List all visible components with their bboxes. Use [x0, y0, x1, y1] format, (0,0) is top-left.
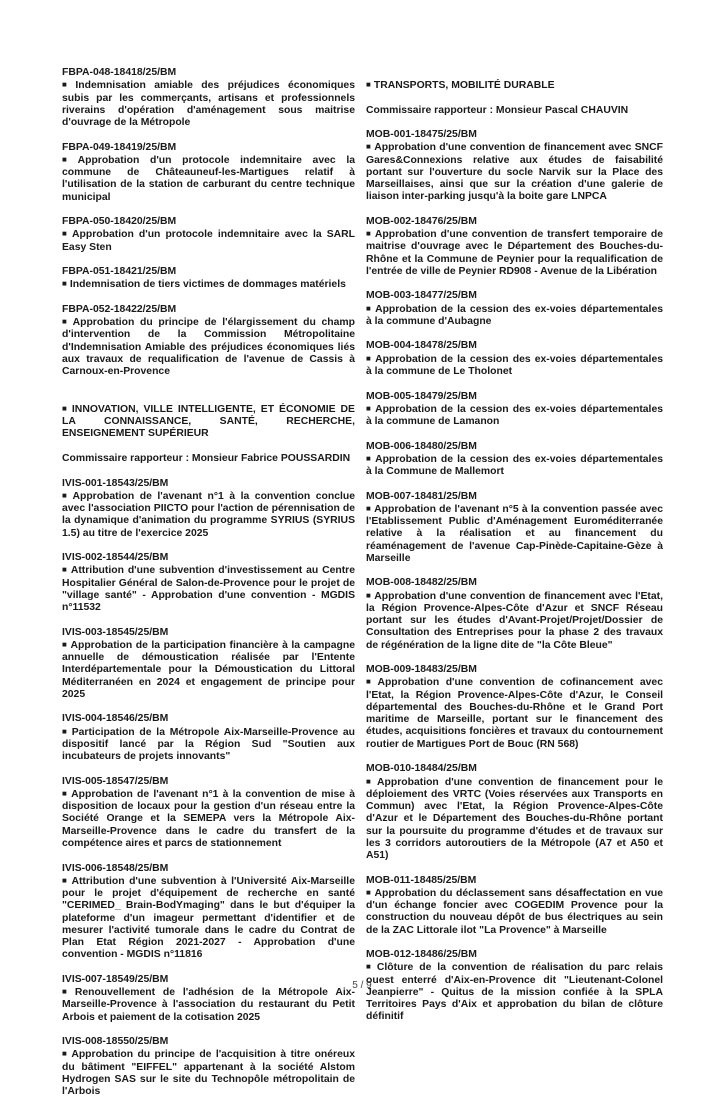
- bullet-icon: ■: [366, 776, 375, 786]
- agenda-item: [62, 713, 355, 763]
- item-text: Approbation d'un protocole indemnitaire avec la commune de Châteauneuf-les-Martigues relatif à l'utilisation de la station de carburant du centre technique municipal: [62, 154, 355, 203]
- agenda-item: [366, 391, 663, 429]
- bullet-icon: ■: [366, 353, 373, 363]
- section-title: TRANSPORTS, MOBILITÉ DURABLE: [373, 80, 555, 91]
- item-text: Approbation de la participation financière à la campagne annuelle de démoustication réalisée par l'Entente Interdépartementale pour la Démoustication du Littoral Méditerranéen en 2024 et engagement de principe pour 2025: [62, 639, 355, 700]
- left-column: [62, 67, 355, 1111]
- agenda-item: [62, 552, 355, 614]
- item-description: [366, 887, 663, 937]
- item-code: FBPA-049-18419/25/BM: [62, 141, 177, 153]
- section-heading-transports: [366, 79, 663, 92]
- agenda-item: [62, 478, 355, 540]
- item-description: [62, 986, 355, 1024]
- bullet-icon: ■: [62, 490, 70, 500]
- item-description: [62, 490, 355, 540]
- bullet-icon: ■: [62, 875, 69, 885]
- item-text: Indemnisation amiable des préjudices économiques subis par les commerçants, artisans et professionnels riverains d'opération d'aménagement sous maitrise d'ouvrage de la Métropole: [62, 80, 355, 128]
- section-heading-innovation: [62, 403, 355, 441]
- agenda-item: [62, 304, 355, 379]
- item-code: IVIS-006-18548/25/BM: [62, 862, 169, 874]
- item-code: FBPA-052-18422/25/BM: [62, 303, 177, 315]
- bullet-icon: ■: [62, 639, 68, 649]
- item-description: [62, 788, 355, 850]
- item-text: Attribution d'une subvention à l'Université Aix-Marseille pour le projet d'équipement de recherche en santé "CERIMED_ Brain-BodYmaging" dans le but d'équiper la plateforme d'un imageur permettant d'identifier et de mesurer l'activité tumorale dans le cadre du Contrat de Plan Etat Région 2021-2027 - Approbation d'une convention - MGDIS n°11816: [62, 875, 355, 961]
- item-text: Approbation de l'avenant n°1 à la convention conclue avec l'association PIICTO pour l'action de pérennisation de la dynamique d'animation du programme SYRIUS (SYRIUS 1.5) au titre de l'exercice 2025: [62, 490, 355, 539]
- item-description: [62, 79, 355, 129]
- bullet-icon: ■: [366, 80, 371, 89]
- item-code: IVIS-005-18547/25/BM: [62, 775, 169, 787]
- bullet-icon: ■: [366, 303, 373, 313]
- bullet-icon: ■: [62, 154, 75, 164]
- item-text: Renouvellement de l'adhésion de la Métropole Aix-Marseille-Provence à l'association du restaurant du Petit Arbois et paiement de la cotisation 2025: [62, 987, 355, 1023]
- agenda-item: [366, 441, 663, 479]
- item-code: MOB-001-18475/25/BM: [366, 129, 477, 141]
- item-description: [366, 590, 663, 652]
- agenda-item: [62, 266, 355, 292]
- item-text: Approbation d'une convention de financement avec SNCF Gares&Connexions relative aux études de faisabilité portant sur l'ouverture du socle Narvik sur la Place des Marseillaises, ainsi que sur la création d'une galerie de liaison inter-parking jusqu'à la boite gare LNPCA: [366, 142, 663, 203]
- section-title: INNOVATION, VILLE INTELLIGENTE, ET ÉCONOMIE DE LA CONNAISSANCE, SANTÉ, RECHERCHE, ENSEIGNEMENT SUPÉRIEUR: [62, 403, 355, 440]
- item-code: IVIS-003-18545/25/BM: [62, 626, 169, 638]
- bullet-icon: ■: [366, 962, 374, 972]
- item-code: MOB-009-18483/25/BM: [366, 664, 477, 676]
- bullet-icon: ■: [62, 279, 67, 289]
- item-text: Approbation de la cession des ex-voies départementales à la commune d'Aubagne: [366, 303, 664, 327]
- item-text: Approbation d'une convention de transfert temporaire de maitrise d'ouvrage avec le Département des Bouches-du-Rhône et la Commune de Peynier pour la requalification de l'entrée de ville de Peynier RD908 - Avenue de la Libération: [366, 229, 663, 277]
- item-description: [366, 403, 663, 429]
- item-code: IVIS-004-18546/25/BM: [62, 713, 169, 725]
- rapporteur: Commissaire rapporteur : Monsieur Fabrice POUSSARDIN: [62, 452, 351, 464]
- agenda-item: [366, 129, 663, 204]
- item-description: [366, 353, 663, 379]
- item-text: Approbation d'une convention de financement avec l'Etat, la Région Provence-Alpes-Côte d'Azur et SNCF Réseau portant sur les études d'Avant-Projet/Projet/Dossier de Consultation des Entreprises pour la phase 2 des travaux de régénération de la ligne dite de "la Côte Bleue": [366, 590, 663, 651]
- bullet-icon: ■: [62, 80, 73, 90]
- item-description: [62, 1048, 355, 1098]
- agenda-item: [366, 340, 663, 378]
- bullet-icon: ■: [366, 142, 372, 152]
- item-text: Approbation du principe de l'élargissement du champ d'intervention de la Commission Métropolitaine d'Indemnisation Amiable des préjudices économiques liés aux travaux de requalification de l'avenue de Cassis à Carnoux-en-Provence: [62, 317, 355, 378]
- bullet-icon: ■: [366, 887, 372, 897]
- item-text: Approbation d'une convention de financement pour le déploiement des VRTC (Voies réservées aux Transports en Commun) avec l'Etat, la Région Provence-Alpes-Côte d'Azur et le Département des Bouches-du-Rhône portant sur la poursuite du programme d'études et de travaux sur les 3 corridors autoroutiers de la Métropole (A7 et A50 et A51): [366, 776, 663, 862]
- bullet-icon: ■: [62, 565, 68, 575]
- item-description: [366, 503, 663, 565]
- item-text: Approbation de l'avenant n°1 à la convention de mise à disposition de locaux pour la gestion d'un réseau entre la Société Orange et la SEMEPA vers la Métropole Aix-Marseille-Provence dans le cadre du transfert de la compétence aires et parcs de stationnement: [62, 788, 355, 849]
- item-text: Approbation d'un protocole indemnitaire avec la SARL Easy Sten: [62, 229, 355, 253]
- page-number: 5 / 9: [352, 980, 372, 991]
- agenda-item: [366, 763, 663, 862]
- agenda-item: [366, 577, 663, 652]
- agenda-item: [62, 67, 355, 129]
- agenda-item: [366, 216, 663, 278]
- bullet-icon: ■: [62, 788, 69, 798]
- item-text: Participation de la Métropole Aix-Marseille-Provence au dispositif lancé par la Région Sud "Soutien aux incubateurs de projets innovants": [62, 726, 355, 763]
- agenda-item: [62, 216, 355, 254]
- item-code: MOB-008-18482/25/BM: [366, 577, 477, 589]
- bullet-icon: ■: [366, 677, 375, 687]
- item-code: MOB-011-18485/25/BM: [366, 874, 477, 886]
- bullet-icon: ■: [62, 726, 69, 736]
- right-column: [366, 79, 663, 1036]
- item-description: [366, 228, 663, 278]
- item-code: MOB-003-18477/25/BM: [366, 290, 477, 302]
- item-code: FBPA-048-18418/25/BM: [62, 67, 177, 78]
- bullet-icon: ■: [366, 453, 373, 463]
- mob-items: [366, 129, 663, 1024]
- bullet-icon: ■: [62, 987, 72, 997]
- agenda-item: [366, 290, 663, 328]
- item-description: [62, 726, 355, 764]
- item-code: MOB-004-18478/25/BM: [366, 340, 477, 352]
- agenda-item: [366, 491, 663, 566]
- item-description: [62, 278, 355, 291]
- item-text: Approbation de la cession des ex-voies départementales à la Commune de Mallemort: [366, 453, 664, 478]
- agenda-item: [366, 664, 663, 751]
- item-code: IVIS-007-18549/25/BM: [62, 973, 169, 985]
- item-text: Indemnisation de tiers victimes de dommages matériels: [69, 279, 346, 291]
- rapporteur: Commissaire rapporteur : Monsieur Pascal CHAUVIN: [366, 104, 629, 116]
- item-description: [366, 676, 663, 751]
- item-description: [366, 453, 663, 479]
- item-text: Approbation d'une convention de cofinancement avec l'Etat, la Région Provence-Alpes-Côte d'Azur, le Conseil départemental des Bouches-du-Rhône et le Grand Port maritime de Marseille, portant sur le financement des études, acquisitions foncières et travaux du contournement routier de Martigues Port de Bouc (RN 568): [366, 677, 663, 750]
- agenda-item: [62, 1036, 355, 1098]
- item-code: IVIS-008-18550/25/BM: [62, 1036, 169, 1048]
- item-text: Attribution d'une subvention d'investissement au Centre Hospitalier Général de Salon-de-Provence pour le projet de "village santé" - Approbation d'une convention - MGDIS n°11532: [62, 565, 355, 614]
- agenda-item: [62, 863, 355, 962]
- item-text: Approbation de la cession des ex-voies départementales à la commune de Lamanon: [366, 403, 664, 428]
- ivis-items: [62, 478, 355, 1099]
- bullet-icon: ■: [62, 1049, 69, 1059]
- agenda-item: [62, 776, 355, 851]
- item-code: MOB-012-18486/25/BM: [366, 949, 477, 961]
- item-description: [62, 564, 355, 614]
- item-text: Approbation du déclassement sans désaffectation en vue d'un échange foncier avec COGEDIM Provence pour la construction du nouveau dépôt de bus électriques au sein de la ZAC Littorale ilot "La Provence" à Marseille: [366, 887, 663, 936]
- item-description: [366, 303, 663, 329]
- bullet-icon: ■: [366, 590, 372, 600]
- item-code: IVIS-001-18543/25/BM: [62, 477, 169, 489]
- item-text: Approbation de l'avenant n°5 à la convention passée avec l'Etablissement Public d'Aménagement Euroméditerranée relative à la réalisation et au financement du réaménagement de l'avenue Cap-Pinède-Capitaine-Gèze à Marseille: [366, 503, 663, 564]
- item-description: [62, 639, 355, 701]
- agenda-item: [62, 142, 355, 204]
- bullet-icon: ■: [366, 229, 372, 239]
- fbpa-items: [62, 67, 355, 378]
- agenda-item: [366, 875, 663, 937]
- bullet-icon: ■: [366, 403, 373, 413]
- item-code: MOB-005-18479/25/BM: [366, 390, 477, 402]
- item-code: MOB-002-18476/25/BM: [366, 215, 477, 227]
- item-description: [62, 154, 355, 204]
- agenda-item: [62, 627, 355, 702]
- item-description: [62, 316, 355, 378]
- item-code: MOB-007-18481/25/BM: [366, 490, 477, 502]
- item-code: FBPA-050-18420/25/BM: [62, 216, 177, 228]
- bullet-icon: ■: [366, 503, 372, 513]
- item-code: MOB-010-18484/25/BM: [366, 763, 477, 775]
- bullet-icon: ■: [62, 403, 69, 413]
- item-text: Clôture de la convention de réalisation du parc relais ouest enterré d'Aix-en-Provence dit "Lieutenant-Colonel Jeanpierre" - Quitus de la mission confiée à la SPLA Territoires Pays d'Aix et approbation du bilan de clôture définitif: [366, 962, 663, 1023]
- item-text: Approbation de la cession des ex-voies départementales à la commune de Le Tholonet: [366, 353, 664, 377]
- item-text: Approbation du principe de l'acquisition à titre onéreux du bâtiment "EIFFEL" appartenant à la société Alstom Hydrogen SAS sur le site du Technopôle métropolitain de l'Arbois: [62, 1049, 355, 1098]
- item-description: [366, 961, 663, 1023]
- item-description: [366, 141, 663, 203]
- item-code: IVIS-002-18544/25/BM: [62, 552, 169, 564]
- item-code: FBPA-051-18421/25/BM: [62, 266, 177, 278]
- item-description: [62, 875, 355, 962]
- bullet-icon: ■: [62, 229, 70, 239]
- item-description: [62, 228, 355, 254]
- item-code: MOB-006-18480/25/BM: [366, 440, 477, 452]
- item-description: [366, 776, 663, 863]
- bullet-icon: ■: [62, 317, 70, 327]
